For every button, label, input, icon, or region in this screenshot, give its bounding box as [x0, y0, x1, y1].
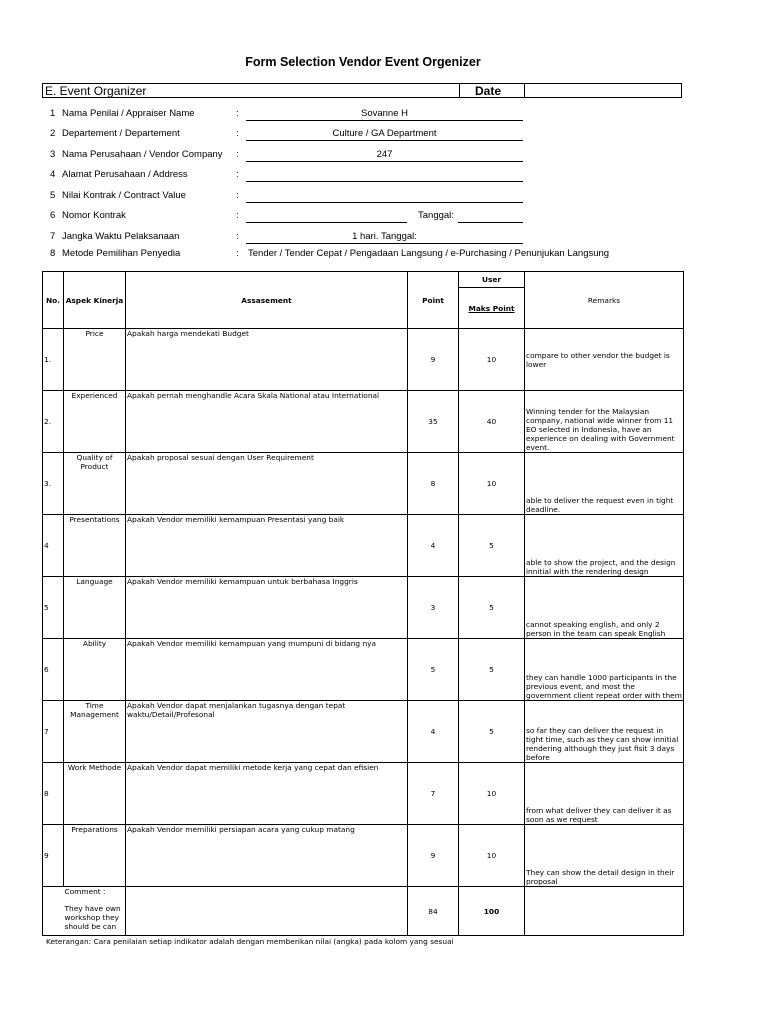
- department-value[interactable]: Culture / GA Department: [246, 128, 523, 141]
- row-maks-point: 40: [459, 391, 525, 453]
- row-point[interactable]: 9: [408, 329, 459, 391]
- row-remarks[interactable]: able to deliver the request even in tight deadline.: [525, 453, 684, 515]
- field-label: Nama Penilai / Appraiser Name: [62, 108, 195, 119]
- comment-row: [43, 887, 684, 936]
- row-point[interactable]: 35: [408, 391, 459, 453]
- row-assesment: Apakah pernah menghandle Acara Skala National atau International: [126, 391, 408, 453]
- row-aspect: Presentations: [64, 515, 126, 577]
- header-no: No.: [43, 272, 64, 329]
- row-number: 2.: [43, 391, 64, 453]
- row-point[interactable]: 5: [408, 639, 459, 701]
- field-label: Metode Pemilihan Penyedia: [62, 248, 181, 259]
- field-colon: :: [236, 190, 239, 201]
- row-maks-point: 5: [459, 639, 525, 701]
- field-label: Jangka Waktu Pelaksanaan: [62, 231, 180, 242]
- row-remarks[interactable]: compare to other vendor the budget is lower: [525, 329, 684, 391]
- row-number: 3.: [43, 453, 64, 515]
- divider: [459, 84, 460, 97]
- section-header: [42, 83, 682, 98]
- divider: [524, 84, 525, 97]
- comment-remarks-empty: [525, 887, 684, 936]
- duration-value[interactable]: 1 hari. Tanggal:: [246, 231, 523, 244]
- field-number: 7: [50, 231, 56, 242]
- row-assesment: Apakah Vendor memiliki kemampuan Presentasi yang baik: [126, 515, 408, 577]
- total-maks-point: 100: [459, 887, 525, 936]
- field-label: Nilai Kontrak / Contract Value: [62, 190, 186, 201]
- tanggal-label: Tanggal:: [418, 210, 454, 221]
- field-colon: :: [236, 128, 239, 139]
- row-maks-point: 5: [459, 515, 525, 577]
- header-point: Point: [408, 272, 459, 329]
- row-point[interactable]: 9: [408, 825, 459, 887]
- row-remarks[interactable]: so far they can deliver the request in tight time, such as they can show innitial rendering although they just fisit 3 days before: [525, 701, 684, 763]
- row-assesment: Apakah Vendor memiliki kemampuan yang mumpuni di bidang nya: [126, 639, 408, 701]
- row-aspect: Preparations: [64, 825, 126, 887]
- field-colon: :: [236, 169, 239, 180]
- date-label: Date: [475, 84, 502, 98]
- field-colon: :: [236, 149, 239, 160]
- table-row: [43, 639, 684, 701]
- header-assesment: Assasement: [126, 272, 408, 329]
- row-assesment: Apakah Vendor memiliki persiapan acara yang cukup matang: [126, 825, 408, 887]
- tanggal-value[interactable]: [458, 210, 523, 223]
- table-row: [43, 453, 684, 515]
- field-number: 6: [50, 210, 56, 221]
- row-maks-point: 10: [459, 763, 525, 825]
- selection-method-value[interactable]: Tender / Tender Cepat / Pengadaan Langsung / e-Purchasing / Penunjukan Langsung: [248, 248, 610, 259]
- comment-text[interactable]: They have own workshop they should be can: [64, 904, 121, 931]
- row-assesment: Apakah Vendor dapat memiliki metode kerja yang cepat dan efisien: [126, 763, 408, 825]
- row-aspect: Ability: [64, 639, 126, 701]
- field-colon: :: [236, 248, 239, 259]
- section-title: E. Event Organizer: [45, 84, 147, 98]
- row-remarks[interactable]: they can handle 1000 participants in the previous event, and most the government client repeat order with them: [525, 639, 684, 701]
- table-row: [43, 515, 684, 577]
- row-remarks[interactable]: from what deliver they can deliver it as soon as we request: [525, 763, 684, 825]
- row-number: 5: [43, 577, 64, 639]
- row-assesment: Apakah harga mendekati Budget: [126, 329, 408, 391]
- table-row: [43, 391, 684, 453]
- footnote: Keterangan: Cara penilaian setiap indikator adalah dengan memberikan nilai (angka) pada kolom yang sesuai: [46, 937, 454, 946]
- row-point[interactable]: 4: [408, 701, 459, 763]
- field-colon: :: [236, 210, 239, 221]
- row-number: 7: [43, 701, 64, 763]
- row-remarks[interactable]: able to show the project, and the design innitial with the rendering design: [525, 515, 684, 577]
- row-maks-point: 10: [459, 329, 525, 391]
- comment-label: Comment :: [64, 887, 106, 896]
- table-row: [43, 763, 684, 825]
- table-row: [43, 577, 684, 639]
- row-assesment: Apakah Vendor dapat menjalankan tugasnya dengan tepat waktu/Detail/Profesonal: [126, 701, 408, 763]
- comment-cell[interactable]: [64, 887, 126, 936]
- row-point[interactable]: 4: [408, 515, 459, 577]
- row-maks-point: 10: [459, 453, 525, 515]
- row-remarks[interactable]: They can show the detail design in their proposal: [525, 825, 684, 887]
- comment-spacer: [43, 887, 64, 936]
- field-number: 4: [50, 169, 56, 180]
- field-colon: :: [236, 108, 239, 119]
- row-aspect: Price: [64, 329, 126, 391]
- row-aspect: Time Management: [64, 701, 126, 763]
- row-number: 1.: [43, 329, 64, 391]
- row-maks-point: 10: [459, 825, 525, 887]
- row-point[interactable]: 8: [408, 453, 459, 515]
- field-label: Alamat Perusahaan / Address: [62, 169, 188, 180]
- comment-empty: [126, 887, 408, 936]
- field-number: 8: [50, 248, 56, 259]
- row-point[interactable]: 7: [408, 763, 459, 825]
- form-title: Form Selection Vendor Event Orgenizer: [245, 55, 481, 69]
- row-number: 9: [43, 825, 64, 887]
- row-maks-point: 5: [459, 701, 525, 763]
- row-assesment: Apakah Vendor memiliki kemampuan untuk berbahasa Inggris: [126, 577, 408, 639]
- field-number: 5: [50, 190, 56, 201]
- header-maks-point: Maks Point: [459, 288, 525, 329]
- row-aspect: Experienced: [64, 391, 126, 453]
- row-aspect: Work Methode: [64, 763, 126, 825]
- field-label: Nama Perusahaan / Vendor Company: [62, 149, 223, 160]
- contract-number-value[interactable]: [246, 210, 407, 223]
- row-aspect: Quality of Product: [64, 453, 126, 515]
- appraiser-name-value[interactable]: Sovanne H: [246, 108, 523, 121]
- table-row: [43, 701, 684, 763]
- table-row: [43, 329, 684, 391]
- row-point[interactable]: 3: [408, 577, 459, 639]
- row-aspect: Language: [64, 577, 126, 639]
- row-number: 4: [43, 515, 64, 577]
- row-number: 8: [43, 763, 64, 825]
- field-number: 1: [50, 108, 56, 119]
- row-remarks[interactable]: Winning tender for the Malaysian company, national wide winner from 11 EO selected in Indonesia, have an experience on dealing with Government event.: [525, 391, 684, 453]
- field-label: Nomor Kontrak: [62, 210, 126, 221]
- row-remarks[interactable]: cannot speaking english, and only 2 person in the team can speak English: [525, 577, 684, 639]
- address-value[interactable]: [246, 169, 523, 182]
- assessment-table: [42, 271, 684, 936]
- field-colon: :: [236, 231, 239, 242]
- vendor-company-value[interactable]: 247: [246, 149, 523, 162]
- row-number: 6: [43, 639, 64, 701]
- row-assesment: Apakah proposal sesuai dengan User Requirement: [126, 453, 408, 515]
- row-maks-point: 5: [459, 577, 525, 639]
- field-number: 2: [50, 128, 56, 139]
- header-remarks: Remarks: [525, 272, 684, 329]
- table-row: [43, 825, 684, 887]
- total-point: 84: [408, 887, 459, 936]
- field-number: 3: [50, 149, 56, 160]
- header-user: User: [459, 272, 525, 288]
- contract-value-value[interactable]: [246, 190, 523, 203]
- header-aspek: Aspek Kinerja: [64, 272, 126, 329]
- field-label: Departement / Departement: [62, 128, 180, 139]
